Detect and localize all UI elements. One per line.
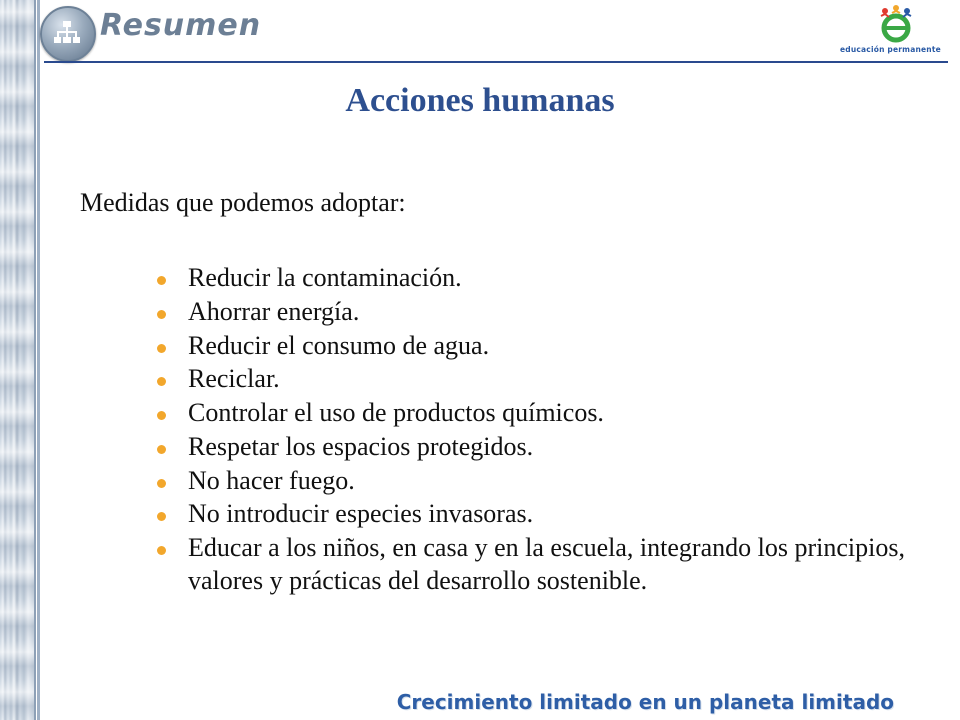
brand-name: educación permanente [840, 45, 941, 54]
bullet-icon [157, 276, 166, 285]
actions-list [150, 262, 940, 599]
header-title: Resumen [100, 8, 262, 43]
educacion-permanente-logo [876, 4, 916, 46]
bullet-icon [157, 344, 166, 353]
intro-text: Medidas que podemos adoptar: [80, 188, 406, 217]
sitemap-icon [54, 20, 80, 46]
list-item-text: Reducir el consumo de agua. [188, 330, 490, 360]
bullet-icon [157, 512, 166, 521]
list-item-text: Educar a los niños, en casa y en la escuela, integrando los principios, valores y prácticas del desarrollo sostenible. [188, 533, 905, 595]
list-item [150, 262, 940, 295]
bullet-icon [157, 479, 166, 488]
list-item [150, 498, 940, 531]
list-item-text: Controlar el uso de productos químicos. [188, 398, 604, 427]
list-item [150, 465, 940, 498]
bullet-icon [157, 377, 166, 386]
bullet-icon [157, 546, 166, 555]
list-item [150, 363, 940, 396]
bullet-icon [157, 411, 166, 420]
footer-caption: Crecimiento limitado en un planeta limitado [396, 690, 894, 714]
list-item-text: Respetar los espacios protegidos. [188, 431, 534, 461]
list-item [150, 296, 940, 329]
bullet-icon [157, 310, 166, 319]
bullet-icon [157, 445, 166, 454]
slide-title: Acciones humanas [345, 82, 615, 119]
list-item [150, 330, 940, 363]
list-item [150, 397, 940, 430]
list-item-text: No hacer fuego. [188, 465, 355, 495]
list-item-text: Reciclar. [188, 364, 280, 394]
list-item-text: No introducir especies invasoras. [188, 499, 534, 529]
list-item-text: Reducir la contaminación. [188, 263, 462, 292]
home-logo-button[interactable] [40, 6, 96, 62]
list-item [150, 431, 940, 464]
list-item [150, 532, 940, 598]
list-item-text: Ahorrar energía. [188, 296, 360, 326]
header-rule [44, 61, 948, 63]
